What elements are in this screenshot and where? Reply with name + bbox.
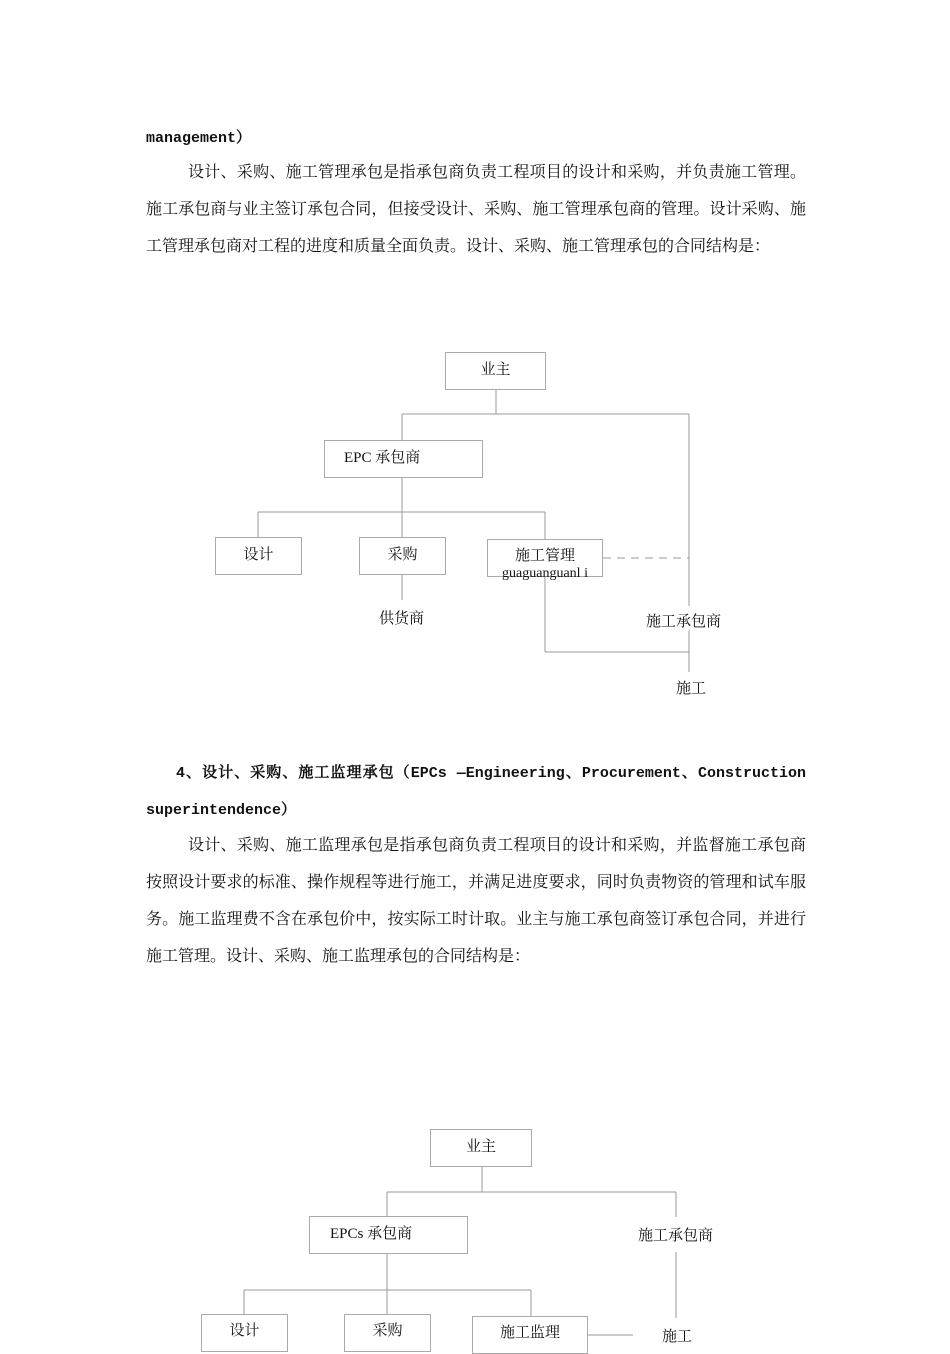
diagram1-procurement-box	[359, 537, 446, 575]
section3-heading-tail: management）	[146, 130, 252, 147]
diagram2-procurement-label: 采购	[372, 1323, 403, 1339]
diagram1-epc-label: EPC 承包商	[344, 450, 421, 466]
section3-paragraph: 设计、采购、施工管理承包是指承包商负责工程项目的设计和采购，并负责施工管理。施工承包商与业主签订承包合同，但接受设计、采购、施工管理承包商的管理。设计采购、施工管理承包商对工程的进度和质量全面负责。设计、采购、施工管理承包的合同结构是：	[146, 164, 806, 255]
diagram2-procurement-box	[344, 1314, 431, 1352]
diagram2-contractor-label: 施工承包商	[638, 1228, 714, 1244]
diagram1-design-label: 设计	[243, 547, 274, 563]
diagram1-supplier-label: 供货商	[379, 611, 425, 627]
diagram2-supervision-box	[472, 1316, 588, 1354]
diagram1-procurement-label: 采购	[387, 547, 418, 563]
diagram2-design-label: 设计	[229, 1323, 260, 1339]
diagram2-construction-label: 施工	[662, 1329, 693, 1345]
diagram1-contractor-label: 施工承包商	[646, 614, 722, 630]
diagram2-design-box	[201, 1314, 288, 1352]
diagram1-design-box	[215, 537, 302, 575]
diagram2-epcs-label: EPCs 承包商	[330, 1226, 413, 1242]
diagram1-owner-label: 业主	[480, 362, 511, 378]
diagram1-construction-mgmt-extra: guaguanguanl i	[502, 566, 588, 581]
diagram1-epc-box	[324, 440, 483, 478]
diagram2-supervision-label: 施工监理	[499, 1325, 560, 1341]
section4-paragraph: 设计、采购、施工监理承包是指承包商负责工程项目的设计和采购，并监督施工承包商按照设计要求的标准、操作规程等进行施工，并满足进度要求，同时负责物资的管理和试车服务。施工监理费不含在承包价中，按实际工时计取。业主与施工承包商签订承包合同，并进行施工管理。设计、采购、施工监理承包的合同结构是：	[146, 837, 806, 965]
diagram1-owner-box	[445, 352, 546, 390]
diagram1-construction-label: 施工	[676, 681, 707, 697]
diagram2-epcs-box	[309, 1216, 468, 1254]
diagram2-owner-box	[430, 1129, 532, 1167]
diagram2-owner-label: 业主	[465, 1139, 496, 1155]
section4-heading: 4、设计、采购、施工监理承包（EPCs —Engineering、Procurement、Construction superintendence）	[146, 765, 806, 819]
diagram1-construction-mgmt-label: 施工管理	[514, 548, 575, 564]
